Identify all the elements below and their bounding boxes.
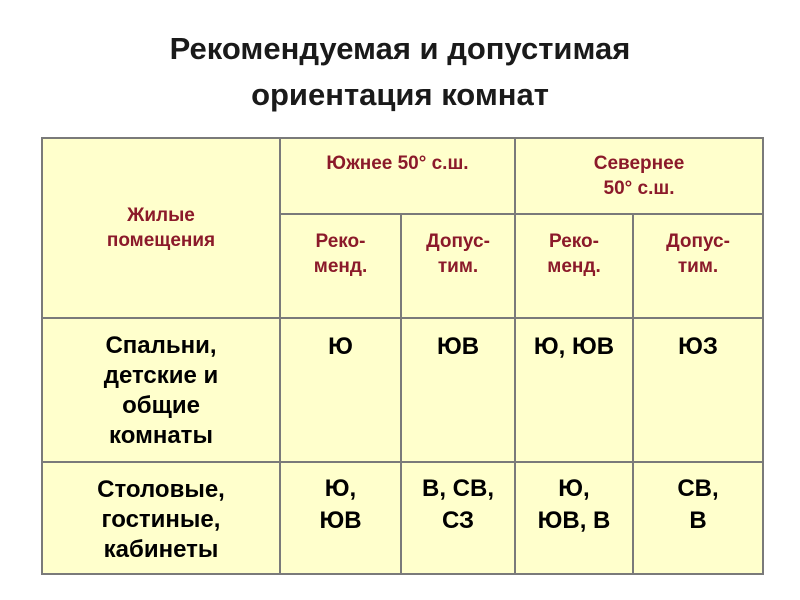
- row-label-living-rooms: Столовые, гостиные, кабинеты: [42, 462, 280, 574]
- corner-header: Жилые помещения: [42, 138, 280, 318]
- subheader-north-allowed: Допус- тим.: [633, 214, 763, 318]
- table-cell: ЮВ: [401, 318, 515, 462]
- table-cell: Ю: [280, 318, 401, 462]
- table-cell: В, СВ, СЗ: [401, 462, 515, 574]
- table-cell: Ю, ЮВ: [515, 318, 633, 462]
- subheader-south-recommended: Реко- менд.: [280, 214, 401, 318]
- page-title: [0, 26, 800, 118]
- table-cell: ЮЗ: [633, 318, 763, 462]
- table-cell: СВ, В: [633, 462, 763, 574]
- south-header: Южнее 50° с.ш.: [280, 138, 515, 214]
- table-row: [42, 462, 763, 574]
- title-line-1: Рекомендуемая и допустимая: [169, 31, 631, 66]
- table-cell: Ю, ЮВ: [280, 462, 401, 574]
- table-row: [42, 318, 763, 462]
- row-label-bedrooms: Спальни, детские и общие комнаты: [42, 318, 280, 462]
- orientation-table: [41, 137, 764, 575]
- north-header: Севернее 50° с.ш.: [515, 138, 763, 214]
- subheader-north-recommended: Реко- менд.: [515, 214, 633, 318]
- title-line-2: ориентация комнат: [251, 77, 549, 112]
- subheader-south-allowed: Допус- тим.: [401, 214, 515, 318]
- table-cell: Ю, ЮВ, В: [515, 462, 633, 574]
